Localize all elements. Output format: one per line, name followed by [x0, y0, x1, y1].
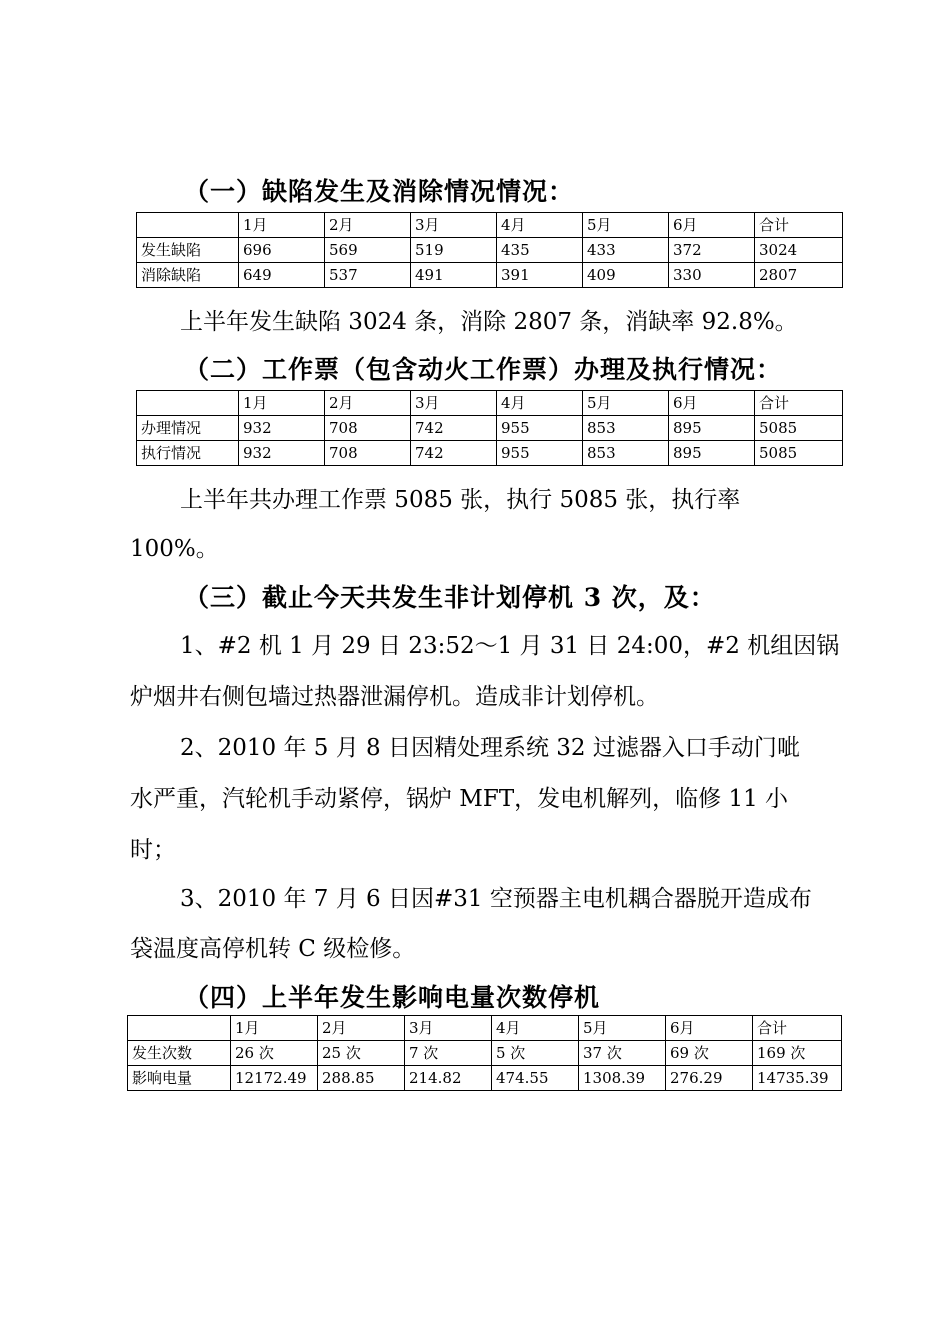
- table-cell: 491: [411, 263, 497, 288]
- table-cell: 26 次: [231, 1041, 318, 1066]
- table-cell: 25 次: [318, 1041, 405, 1066]
- item3-line2: 袋温度高停机转 C 级检修。: [130, 936, 416, 962]
- section3-heading: （三）截止今天共发生非计划停机 3 次，及：: [184, 583, 716, 612]
- table-cell: 169 次: [753, 1041, 842, 1066]
- header-cell: 合计: [755, 391, 843, 416]
- table-row: [137, 263, 843, 288]
- header-cell: 合计: [755, 213, 843, 238]
- table-cell: 276.29: [666, 1066, 753, 1091]
- table-cell: 519: [411, 238, 497, 263]
- header-cell: [128, 1016, 231, 1041]
- table-cell: 12172.49: [231, 1066, 318, 1091]
- table-cell: 14735.39: [753, 1066, 842, 1091]
- header-cell: 2月: [318, 1016, 405, 1041]
- table-cell: 214.82: [405, 1066, 492, 1091]
- header-cell: 3月: [411, 213, 497, 238]
- header-cell: 3月: [405, 1016, 492, 1041]
- section2-heading: （二）工作票（包含动火工作票）办理及执行情况：: [184, 355, 783, 384]
- table-cell: 435: [497, 238, 583, 263]
- header-cell: 2月: [325, 391, 411, 416]
- header-cell: 4月: [492, 1016, 579, 1041]
- row-label: 影响电量: [128, 1066, 231, 1091]
- table-cell: 330: [669, 263, 755, 288]
- header-cell: 合计: [753, 1016, 842, 1041]
- table-cell: 409: [583, 263, 669, 288]
- table-cell: 474.55: [492, 1066, 579, 1091]
- section2-summary-line1: 上半年共办理工作票 5085 张，执行 5085 张，执行率: [180, 487, 741, 513]
- row-label: 执行情况: [137, 441, 239, 466]
- header-cell: 5月: [583, 391, 669, 416]
- table-row: [137, 416, 843, 441]
- table-cell: 895: [669, 441, 755, 466]
- table-cell: 69 次: [666, 1041, 753, 1066]
- table-row: [128, 1066, 842, 1091]
- defect-table: [136, 212, 843, 288]
- item2-line1: 2、2010 年 5 月 8 日因精处理系统 32 过滤器入口手动门呲: [180, 735, 800, 761]
- table-cell: 696: [239, 238, 325, 263]
- section1-summary: 上半年发生缺陷 3024 条，消除 2807 条，消缺率 92.8%。: [180, 309, 798, 335]
- section2-summary-line2: 100%。: [130, 536, 219, 562]
- table-cell: 433: [583, 238, 669, 263]
- table-cell: 5085: [755, 416, 843, 441]
- row-label: 发生次数: [128, 1041, 231, 1066]
- table-cell: 853: [583, 416, 669, 441]
- row-label: 发生缺陷: [137, 238, 239, 263]
- item3-line1: 3、2010 年 7 月 6 日因#31 空预器主电机耦合器脱开造成布: [180, 886, 812, 912]
- header-cell: 1月: [239, 213, 325, 238]
- table-cell: 372: [669, 238, 755, 263]
- table-cell: 895: [669, 416, 755, 441]
- table-cell: 391: [497, 263, 583, 288]
- header-cell: 1月: [239, 391, 325, 416]
- header-cell: 5月: [583, 213, 669, 238]
- table-cell: 37 次: [579, 1041, 666, 1066]
- section4-heading: （四）上半年发生影响电量次数停机: [184, 983, 601, 1012]
- table-cell: 3024: [755, 238, 843, 263]
- table-cell: 853: [583, 441, 669, 466]
- item2-line3: 时；: [130, 837, 176, 863]
- table-row: [137, 238, 843, 263]
- table-row: [137, 441, 843, 466]
- header-cell: 3月: [411, 391, 497, 416]
- work-ticket-table: [136, 390, 843, 466]
- header-cell: 6月: [669, 391, 755, 416]
- header-cell: 1月: [231, 1016, 318, 1041]
- table-cell: 708: [325, 416, 411, 441]
- table-cell: 708: [325, 441, 411, 466]
- table-cell: 932: [239, 441, 325, 466]
- item2-line2: 水严重，汽轮机手动紧停，锅炉 MFT，发电机解列，临修 11 小: [130, 786, 789, 812]
- item1-line1: 1、#2 机 1 月 29 日 23:52～1 月 31 日 24:00，#2 机组因锅: [180, 633, 840, 659]
- table-header-row: [137, 391, 843, 416]
- row-label: 办理情况: [137, 416, 239, 441]
- header-cell: 2月: [325, 213, 411, 238]
- header-cell: 6月: [669, 213, 755, 238]
- table-cell: 5 次: [492, 1041, 579, 1066]
- header-cell: 4月: [497, 391, 583, 416]
- table-cell: 2807: [755, 263, 843, 288]
- header-cell: 5月: [579, 1016, 666, 1041]
- table-cell: 7 次: [405, 1041, 492, 1066]
- header-cell: [137, 391, 239, 416]
- table-cell: 955: [497, 441, 583, 466]
- header-cell: 4月: [497, 213, 583, 238]
- section1-heading: （一）缺陷发生及消除情况情况：: [184, 177, 575, 206]
- table-cell: 569: [325, 238, 411, 263]
- table-header-row: [128, 1016, 842, 1041]
- table-cell: 955: [497, 416, 583, 441]
- header-cell: 6月: [666, 1016, 753, 1041]
- header-cell: [137, 213, 239, 238]
- table-cell: 288.85: [318, 1066, 405, 1091]
- outage-table: [127, 1015, 842, 1091]
- table-cell: 1308.39: [579, 1066, 666, 1091]
- table-cell: 742: [411, 416, 497, 441]
- table-cell: 537: [325, 263, 411, 288]
- table-cell: 5085: [755, 441, 843, 466]
- item1-line2: 炉烟井右侧包墙过热器泄漏停机。造成非计划停机。: [130, 684, 659, 710]
- table-row: [128, 1041, 842, 1066]
- table-cell: 649: [239, 263, 325, 288]
- table-header-row: [137, 213, 843, 238]
- row-label: 消除缺陷: [137, 263, 239, 288]
- table-cell: 932: [239, 416, 325, 441]
- table-cell: 742: [411, 441, 497, 466]
